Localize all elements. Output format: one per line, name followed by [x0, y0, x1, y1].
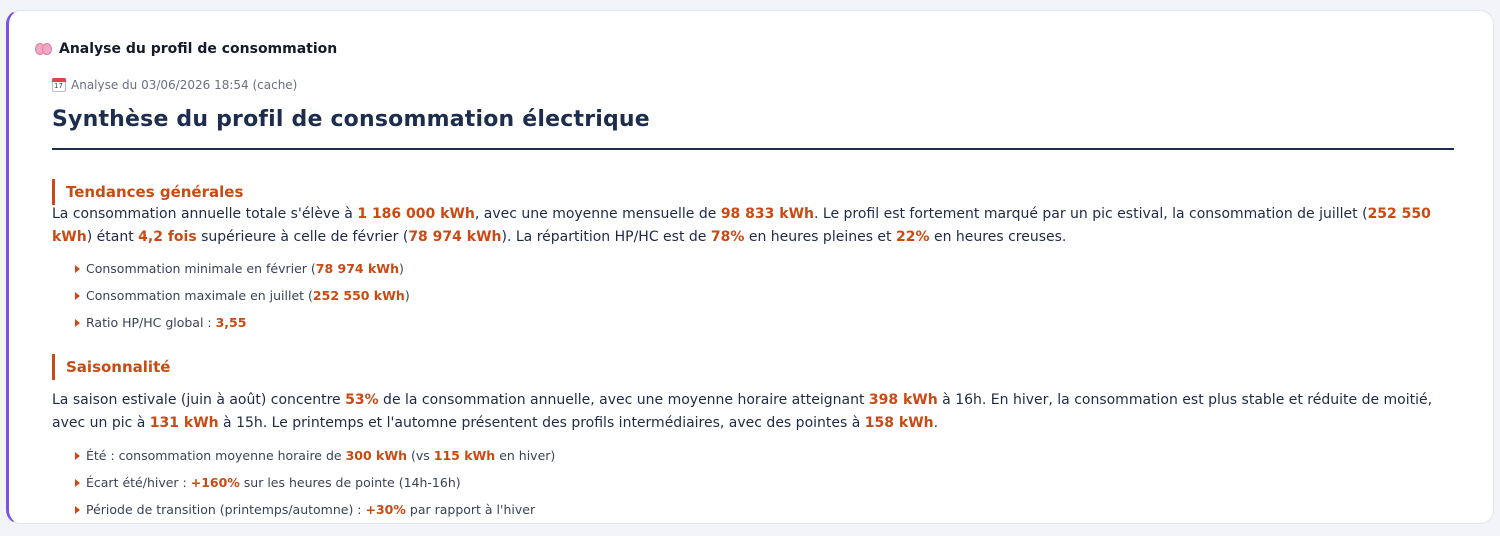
- highlight-value: 252 550 kWh: [312, 288, 405, 303]
- highlight-value: 300 kWh: [345, 448, 408, 463]
- timestamp-text: Analyse du 03/06/2026 18:54 (cache): [71, 78, 298, 92]
- analysis-timestamp: [52, 78, 297, 92]
- text-segment: Consommation minimale en février (: [86, 261, 316, 276]
- caret-right-icon: [75, 319, 80, 327]
- highlight-value: 115 kWh: [433, 448, 496, 463]
- section-heading-tendances: Tendances générales: [52, 179, 243, 205]
- calendar-icon: [52, 78, 66, 92]
- highlight-value: 131 kWh: [149, 415, 219, 431]
- highlight-value: 398 kWh: [868, 392, 938, 408]
- bullet-list-saisonnalite: [75, 442, 555, 523]
- list-item: [75, 255, 410, 282]
- section-paragraph-tendances: [52, 203, 1457, 249]
- list-item-text: [86, 442, 555, 469]
- highlight-value: 252 550 kWh: [52, 206, 1431, 245]
- highlight-value: 1 186 000 kWh: [357, 206, 475, 222]
- highlight-value: 22%: [896, 229, 930, 245]
- card-title: Analyse du profil de consommation: [59, 41, 338, 57]
- list-item-text: [86, 282, 410, 309]
- text-segment: .: [933, 415, 939, 431]
- text-segment: ) étant: [86, 229, 139, 245]
- text-segment: sur les heures de pointe (14h-16h): [239, 475, 461, 490]
- title-divider: [52, 148, 1454, 150]
- list-item: [75, 282, 410, 309]
- highlight-value: 78 974 kWh: [315, 261, 399, 276]
- highlight-value: 158 kWh: [864, 415, 934, 431]
- text-segment: Consommation maximale en juillet (: [86, 288, 313, 303]
- highlight-value: +30%: [365, 502, 406, 517]
- text-segment: de la consommation annuelle, avec une moyenne horaire atteignant: [378, 392, 869, 408]
- caret-right-icon: [75, 452, 80, 460]
- text-segment: . Le profil est fortement marqué par un pic estival, la consommation de juillet (: [814, 206, 1368, 222]
- text-segment: ). La répartition HP/HC est de: [501, 229, 711, 245]
- list-item: [75, 309, 410, 336]
- list-item: [75, 442, 555, 469]
- text-segment: Ratio HP/HC global :: [86, 315, 216, 330]
- highlight-value: 3,55: [215, 315, 247, 330]
- caret-right-icon: [75, 479, 80, 487]
- text-segment: ): [398, 261, 404, 276]
- caret-right-icon: [75, 292, 80, 300]
- text-segment: en heures creuses.: [929, 229, 1067, 245]
- bullet-list-tendances: [75, 255, 410, 336]
- list-item-text: [86, 469, 461, 496]
- section-heading-saisonnalite: Saisonnalité: [52, 354, 170, 380]
- brain-icon: [35, 42, 53, 56]
- list-item-text: [86, 309, 246, 336]
- highlight-value: 98 833 kWh: [720, 206, 814, 222]
- section-paragraph-saisonnalite: [52, 389, 1457, 435]
- text-segment: en heures pleines et: [744, 229, 896, 245]
- text-segment: ): [404, 288, 410, 303]
- text-segment: (vs: [407, 448, 434, 463]
- analysis-card: [6, 10, 1494, 524]
- card-header: [35, 41, 337, 57]
- highlight-value: 4,2 fois: [138, 229, 197, 245]
- text-segment: à 16h. En hiver, la consommation est plus stable et réduite de moitié, avec un pic à: [52, 392, 1433, 431]
- text-segment: à 15h. Le printemps et l'automne présentent des profils intermédiaires, avec des pointes à: [218, 415, 865, 431]
- list-item: [75, 469, 555, 496]
- text-segment: Été : consommation moyenne horaire de: [86, 448, 346, 463]
- highlight-value: 78 974 kWh: [408, 229, 502, 245]
- text-segment: La consommation annuelle totale s'élève à: [52, 206, 358, 222]
- highlight-value: 78%: [710, 229, 745, 245]
- text-segment: La saison estivale (juin à août) concentre: [52, 392, 346, 408]
- page-title: Synthèse du profil de consommation électrique: [52, 107, 650, 132]
- text-segment: Écart été/hiver :: [86, 475, 191, 490]
- text-segment: par rapport à l'hiver: [405, 502, 536, 517]
- text-segment: , avec une moyenne mensuelle de: [474, 206, 721, 222]
- caret-right-icon: [75, 265, 80, 273]
- highlight-value: 53%: [345, 392, 379, 408]
- list-item-text: [86, 255, 404, 282]
- text-segment: en hiver): [495, 448, 556, 463]
- list-item-text: [86, 496, 535, 523]
- highlight-value: +160%: [190, 475, 240, 490]
- caret-right-icon: [75, 506, 80, 514]
- list-item: [75, 496, 555, 523]
- text-segment: Période de transition (printemps/automne) :: [86, 502, 366, 517]
- text-segment: supérieure à celle de février (: [196, 229, 409, 245]
